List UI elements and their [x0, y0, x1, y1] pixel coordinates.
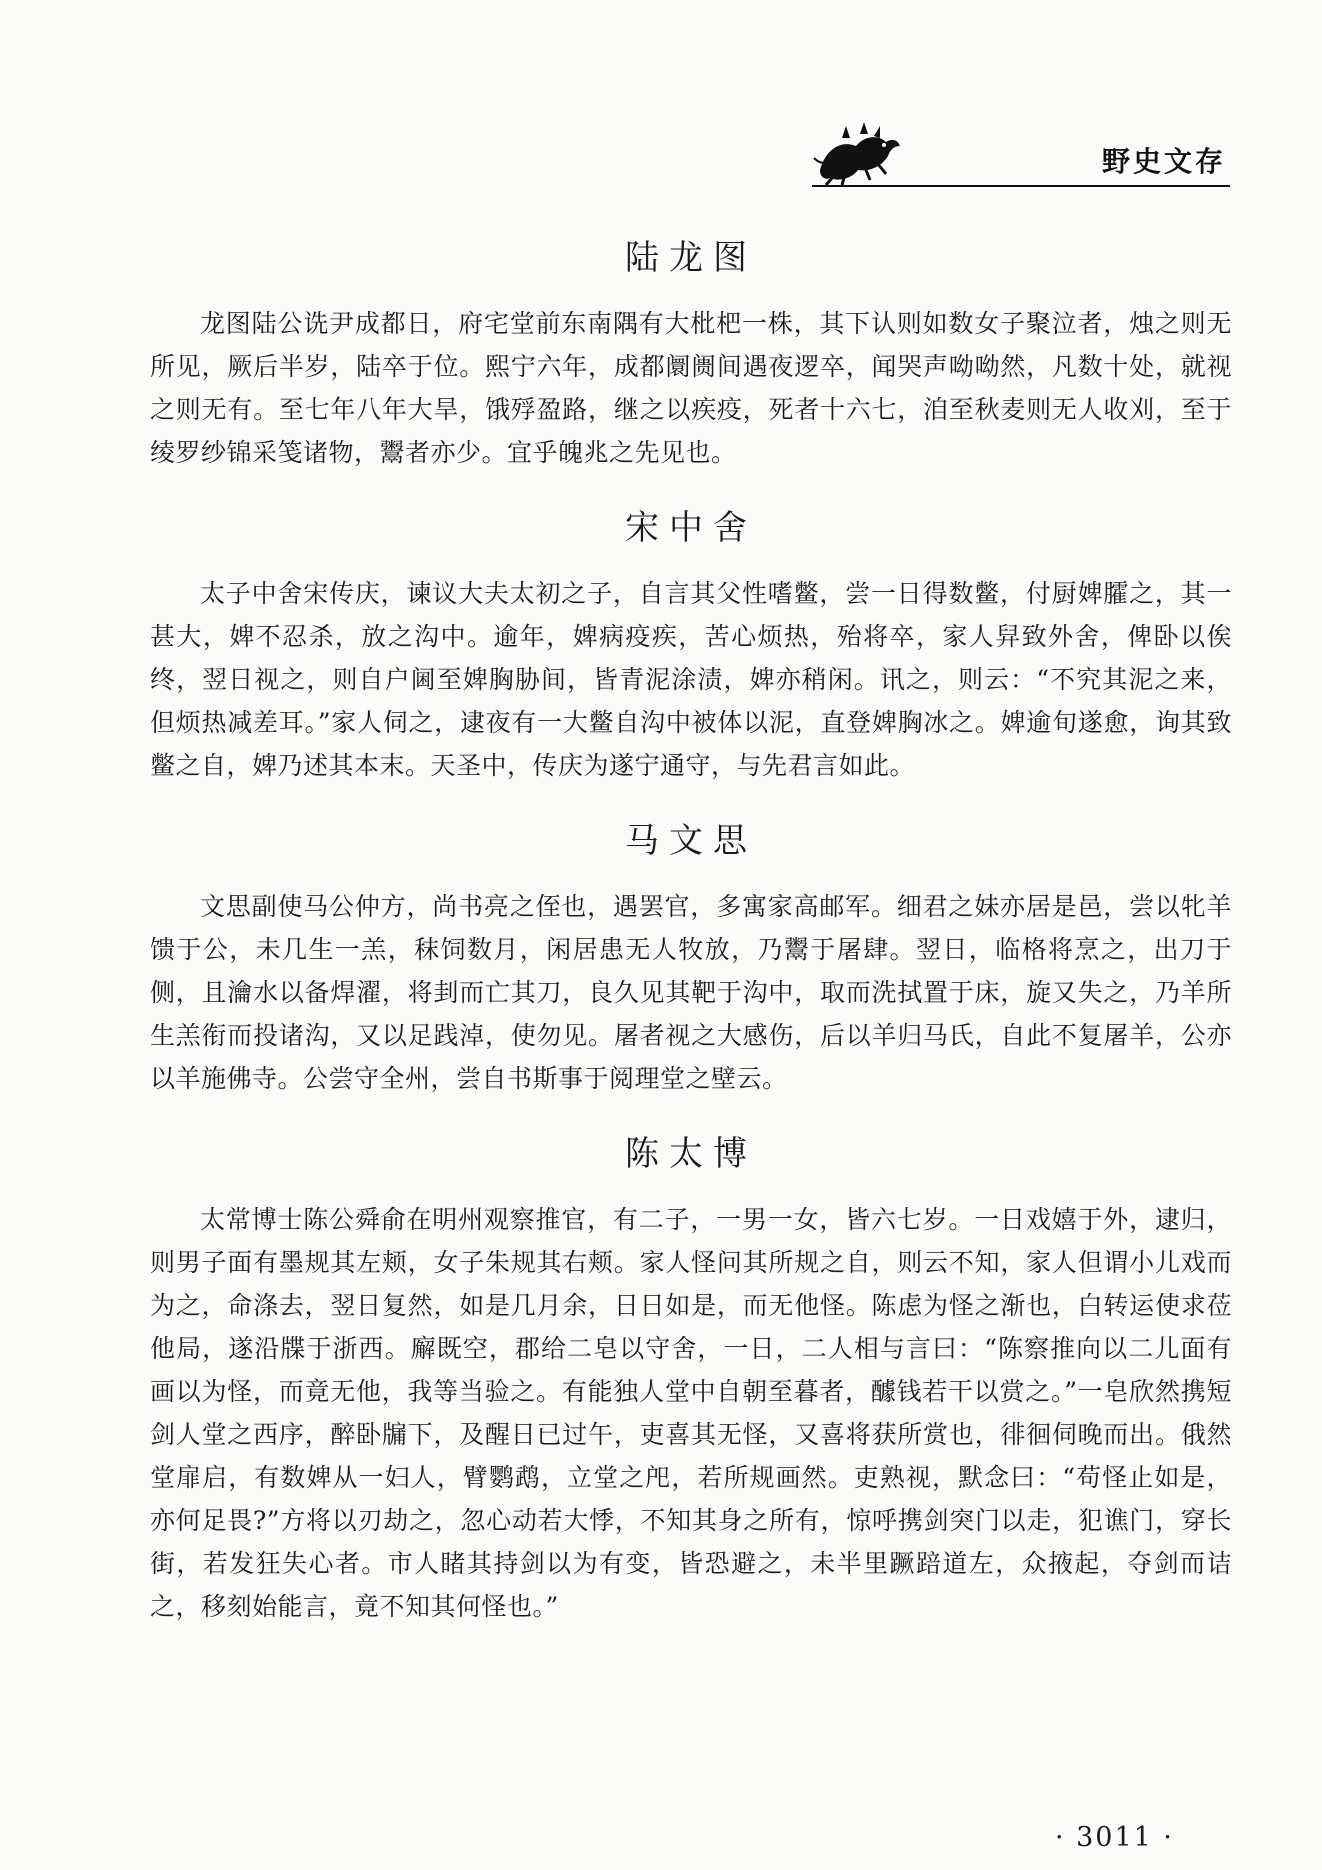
story-section	[150, 1124, 1232, 1628]
section-body: 文思副使马公仲方，尚书亮之侄也，遇罢官，多寓家高邮军。细君之妹亦居是邑，尝以牝羊馈于公，未几生一羔，秣饲数月，闲居患无人牧放，乃鬻于屠肆。翌日，临格将烹之，出刀于侧，且瀹水以备焊濯，将刲而亡其刀，良久见其靶于沟中，取而洗拭置于床，旋又失之，乃羊所生羔衔而投诸沟，又以足践淖，使勿见。屠者视之大感伤，后以羊归马氏，自此不复屠羊，公亦以羊施佛寺。公尝守全州，尝自书斯事于阅理堂之壁云。	[150, 892, 1232, 1093]
story-section	[150, 498, 1232, 787]
section-body: 龙图陆公诜尹成都日，府宅堂前东南隅有大枇杷一株，其下认则如数女子聚泣者，烛之则无所见，厥后半岁，陆卒于位。熙宁六年，成都阛阓间遇夜逻卒，闻哭声呦呦然，凡数十处，就视之则无有。至七年八年大旱，饿殍盈路，继之以疾疫，死者十六七，洎至秋麦则无人收刈，至于绫罗纱锦采笺诸物，鬻者亦少。宜乎魄兆之先见也。	[150, 309, 1232, 467]
section-body: 太常博士陈公舜俞在明州观察推官，有二子，一男一女，皆六七岁。一日戏嬉于外，逮归，则男子面有墨规其左颊，女子朱规其右颊。家人怪问其所规之自，则云不知，家人但谓小儿戏而为之，命涤去，翌日复然，如是几月余，日日如是，而无他怪。陈虑为怪之渐也，白转运使求莅他局，遂沿牒于浙西。廨既空，郡给二皂以守舍，一日，二人相与言曰：“陈察推向以二儿面有画以为怪，而竟无他，我等当验之。有能独人堂中自朝至暮者，醵钱若干以赏之。”一皂欣然携短剑人堂之西序，醉卧牖下，及醒日已过午，吏喜其无怪，又喜将获所赏也，徘徊伺晚而出。俄然堂扉启，有数婢从一妇人，臂鹦鹉，立堂之戺，若所规画然。吏熟视，默念曰：“苟怪止如是，亦何足畏?”方将以刃劫之，忽心动若大悸，不知其身之所有，惊呼携剑突门以走，犯谯门，穿长街，若发狂失心者。市人睹其持剑以为有变，皆恐避之，未半里蹶踣道左，众掖起，夺剑而诘之，移刻始能言，竟不知其何怪也。”	[150, 1205, 1232, 1621]
section-title: 马文思	[625, 821, 757, 861]
header-rule	[812, 185, 1230, 187]
section-body: 太子中舍宋传庆，谏议大夫太初之子，自言其父性嗜鳖，尝一日得数鳖，付厨婢臛之，其一甚大，婢不忍杀，放之沟中。逾年，婢病疫疾，苦心烦热，殆将卒，家人舁致外舍，俾卧以俟终，翌日视之，则自户阃至婢胸胁间，皆青泥涂渍，婢亦稍闲。讯之，则云：“不究其泥之来，但烦热减差耳。”家人伺之，逮夜有一大鳖自沟中被体以泥，直登婢胸冰之。婢逾旬遂愈，询其致鳖之自，婢乃述其本末。天圣中，传庆为遂宁通守，与先君言如此。	[150, 579, 1232, 780]
section-title: 陈太博	[625, 1134, 757, 1174]
story-section	[150, 811, 1232, 1100]
series-title: 野史文存	[1101, 145, 1226, 178]
page-number: · 3011 ·	[1054, 1822, 1174, 1853]
section-title: 陆龙图	[625, 238, 757, 278]
page-content	[150, 228, 1232, 1652]
page-header	[0, 0, 1322, 200]
dragon-emblem-icon	[812, 118, 902, 186]
section-title: 宋中舍	[625, 508, 757, 548]
story-section	[150, 228, 1232, 474]
